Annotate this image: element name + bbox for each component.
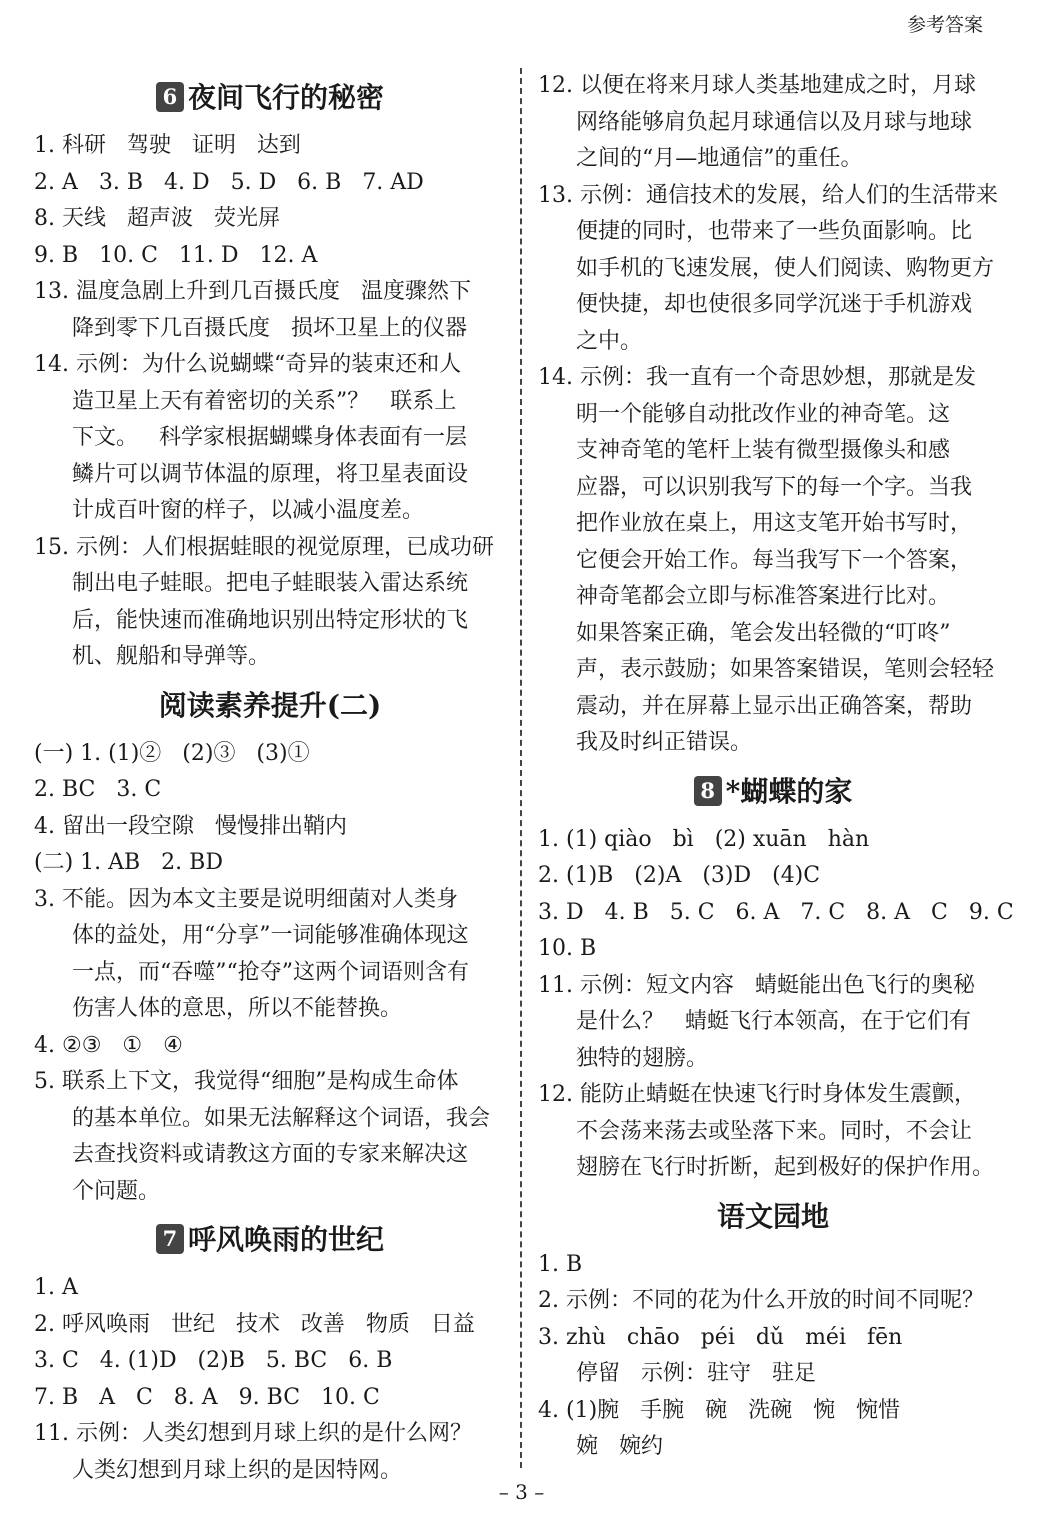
page-number: – 3 –: [498, 1480, 545, 1504]
column-divider: [520, 68, 522, 1468]
lesson-number-badge: 6: [156, 82, 184, 112]
lesson-number-badge: 7: [156, 1224, 184, 1254]
answer-continuation: 它便会开始工作。每当我写下一个答案，: [576, 547, 973, 573]
answer-continuation: 去查找资料或请教这方面的专家来解决这: [72, 1142, 469, 1167]
answer-line: 2. 示例：不同的花为什么开放的时间不同呢？: [538, 1288, 984, 1313]
answer-continuation: 把作业放在桌上，用这支笔开始书写时，: [576, 511, 973, 536]
answer-line: 3. C 4. (1)D (2)B 5. BC 6. B: [34, 1348, 393, 1373]
section-title: [538, 770, 1008, 814]
answer-line: 1. A: [34, 1275, 78, 1300]
answer-line: 7. B A C 8. A 9. BC 10. C: [34, 1384, 380, 1410]
page-header: 参考答案: [906, 14, 983, 36]
answer-continuation: 之中。: [576, 328, 643, 354]
answer-continuation: 体的益处，用“分享”一词能够准确体现这: [72, 923, 469, 948]
watermark-logo: [863, 1446, 1023, 1516]
answer-line: (二) 1. AB 2. BD: [34, 850, 223, 875]
answer-continuation: 的基本单位。如果无法解释这个词语，我会: [72, 1105, 491, 1131]
section-title: [538, 1195, 1008, 1239]
answer-continuation: 震动，并在屏幕上显示出正确答案，帮助: [576, 693, 973, 719]
answer-continuation: 如手机的飞速发展，使人们阅读、购物更方: [576, 255, 995, 281]
answer-continuation: 停留 示例：驻守 驻足: [576, 1361, 816, 1386]
answer-line: 8. 天线 超声波 荧光屏: [34, 206, 280, 231]
answer-continuation: 造卫星上天有着密切的关系”？ 联系上: [72, 388, 457, 414]
answer-continuation: 制出电子蛙眼。把电子蛙眼装入雷达系统: [72, 571, 469, 596]
answer-continuation: 个问题。: [72, 1178, 161, 1204]
section-title-text: 呼风唤雨的世纪: [187, 1223, 384, 1256]
answer-line: 3. zhù chāo péi dǔ méi fēn: [538, 1324, 903, 1350]
answer-continuation: 应器，可以识别我写下的每一个字。当我: [576, 474, 973, 500]
answer-line: 12. 以便在将来月球人类基地建成之时，月球: [538, 73, 976, 98]
answer-line: 14. 示例：为什么说蝴蝶“奇异的装束还和人: [34, 352, 462, 377]
answer-line: 9. B 10. C 11. D 12. A: [34, 242, 318, 268]
answer-continuation: 神奇笔都会立即与标准答案进行比对。: [576, 584, 951, 609]
answer-line: 2. 呼风唤雨 世纪 技术 改善 物质 日益: [34, 1311, 475, 1337]
answer-continuation: 独特的翅膀。: [576, 1045, 709, 1071]
answer-continuation: 便捷的同时，也带来了一些负面影响。比: [576, 219, 973, 244]
answer-continuation: 机、舰船和导弹等。: [72, 644, 271, 669]
section-title: [34, 684, 506, 728]
answer-continuation: 便快捷，却也使很多同学沉迷于手机游戏: [576, 292, 973, 317]
answer-continuation: 下文。 科学家根据蝴蝶身体表面有一层: [72, 425, 467, 450]
answer-line: 13. 温度急剧上升到几百摄氏度 温度骤然下: [34, 279, 471, 304]
answer-line: 13. 示例：通信技术的发展，给人们的生活带来: [538, 182, 998, 208]
left-column: [34, 68, 506, 1489]
answer-line: 1. B: [538, 1251, 583, 1277]
section-title-text: 夜间飞行的秘密: [187, 81, 384, 114]
answer-continuation: 一点，而“吞噬”“抢夺”这两个词语则含有: [72, 959, 469, 985]
answer-line: 11. 示例：人类幻想到月球上织的是什么网？: [34, 1421, 472, 1446]
answer-continuation: 翅膀在飞行时折断，起到极好的保护作用。: [576, 1155, 995, 1180]
answer-line: 14. 示例：我一直有一个奇思妙想，那就是发: [538, 365, 976, 390]
answer-line: 1. (1) qiào bì (2) xuān hàn: [538, 826, 870, 852]
answer-continuation: 支神奇笔的笔杆上装有微型摄像头和感: [576, 438, 951, 463]
answer-continuation: 声，表示鼓励；如果答案错误，笔则会轻轻: [576, 657, 995, 682]
answer-line: 15. 示例：人们根据蛙眼的视觉原理，已成功研: [34, 534, 494, 560]
answer-continuation: 鳞片可以调节体温的原理，将卫星表面设: [72, 461, 469, 487]
answer-continuation: 人类幻想到月球上织的是因特网。: [72, 1457, 403, 1483]
answer-line: 2. A 3. B 4. D 5. D 6. B 7. AD: [34, 169, 424, 195]
answer-line: 12. 能防止蜻蜓在快速飞行时身体发生震颤，: [538, 1082, 976, 1107]
answer-line: 1. 科研 驾驶 证明 达到: [34, 133, 301, 158]
section-title: [34, 76, 506, 120]
right-column: [538, 68, 1014, 1466]
answer-continuation: 我及时纠正错误。: [576, 730, 753, 755]
answer-continuation: 伤害人体的意思，所以不能替换。: [72, 996, 403, 1021]
answer-line: 2. BC 3. C: [34, 777, 162, 802]
answer-line: 2. (1)B (2)A (3)D (4)C: [538, 863, 821, 888]
answer-continuation: 婉 婉约: [576, 1434, 663, 1459]
answer-line: 4. 留出一段空隙 慢慢排出鞘内: [34, 813, 347, 839]
section-title-text: 语文园地: [716, 1199, 829, 1233]
answer-line: (一) 1. (1)② (2)③ (3)①: [34, 740, 310, 766]
section-title-text: 阅读素养提升(二): [158, 688, 382, 722]
answer-line: 4. (1)腕 手腕 碗 洗碗 惋 惋惜: [538, 1397, 901, 1423]
answer-line: 5. 联系上下文，我觉得“细胞”是构成生命体: [34, 1069, 459, 1094]
answer-continuation: 之间的“月—地通信”的重任。: [576, 146, 863, 171]
answer-line: 10. B: [538, 936, 597, 961]
answer-continuation: 明一个能够自动批改作业的神奇笔。这: [576, 401, 951, 427]
answer-continuation: 是什么？ 蜻蜓飞行本领高，在于它们有: [576, 1009, 971, 1034]
answer-line: 4. ②③ ① ④: [34, 1032, 183, 1058]
answer-line: 3. 不能。因为本文主要是说明细菌对人类身: [34, 886, 458, 912]
answer-continuation: 如果答案正确，笔会发出轻微的“叮咚”: [576, 620, 951, 646]
answer-continuation: 计成百叶窗的样子，以减小温度差。: [72, 498, 425, 523]
answer-continuation: 降到零下几百摄氏度 损坏卫星上的仪器: [72, 315, 467, 341]
answer-continuation: 后，能快速而准确地识别出特定形状的飞: [72, 607, 469, 633]
answer-continuation: 网络能够肩负起月球通信以及月球与地球: [576, 109, 973, 135]
answer-continuation: 不会荡来荡去或坠落下来。同时，不会让: [576, 1118, 973, 1144]
lesson-number-badge: 8: [694, 776, 722, 806]
section-title: [34, 1218, 506, 1262]
section-title-text: *蝴蝶的家: [725, 774, 853, 808]
answer-line: 3. D 4. B 5. C 6. A 7. C 8. A C 9. C: [538, 899, 1014, 925]
answer-line: 11. 示例：短文内容 蜻蜓能出色飞行的奥秘: [538, 972, 975, 998]
